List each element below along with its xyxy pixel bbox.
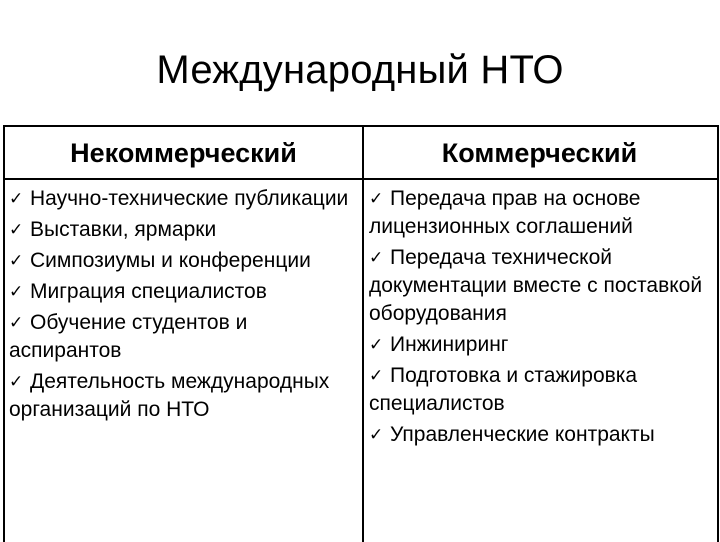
list-item (9, 278, 359, 306)
column-divider (362, 127, 364, 542)
list-item (9, 368, 359, 424)
checkmark-icon: ✓ (9, 189, 24, 209)
list-item (9, 185, 359, 213)
checkmark-icon: ✓ (369, 248, 384, 268)
checkmark-icon: ✓ (369, 366, 384, 386)
list-item-text: Инжиниринг (390, 333, 509, 356)
list-item (369, 244, 714, 328)
header-divider (5, 178, 717, 180)
checkmark-icon: ✓ (9, 220, 24, 240)
checkmark-icon: ✓ (369, 425, 384, 445)
noncommercial-list (9, 185, 359, 427)
list-item-text: Выставки, ярмарки (30, 218, 217, 241)
list-item-text: Миграция специалистов (30, 280, 267, 303)
checkmark-icon: ✓ (369, 335, 384, 355)
list-item (369, 421, 714, 449)
list-item-text: Передача технической документации вместе с поставкой оборудования (369, 246, 703, 325)
list-item-text: Научно-технические публикации (30, 187, 349, 210)
header-noncommercial: Некоммерческий (70, 138, 297, 168)
list-item-text: Симпозиумы и конференции (30, 249, 311, 272)
list-item (369, 331, 714, 359)
list-item-text: Деятельность международных организаций по НТО (9, 370, 330, 421)
list-item-text: Обучение студентов и аспирантов (9, 311, 248, 362)
list-item (369, 185, 714, 241)
comparison-table (3, 125, 719, 542)
list-item (369, 362, 714, 418)
list-item-text: Управленческие контракты (390, 423, 655, 446)
checkmark-icon: ✓ (369, 189, 384, 209)
list-item (9, 309, 359, 365)
commercial-list (369, 185, 714, 452)
checkmark-icon: ✓ (9, 251, 24, 271)
list-item (9, 216, 359, 244)
checkmark-icon: ✓ (9, 282, 24, 302)
slide-title: Международный НТО (156, 48, 564, 92)
list-item (9, 247, 359, 275)
checkmark-icon: ✓ (9, 372, 24, 392)
header-commercial: Коммерческий (441, 138, 638, 168)
list-item-text: Передача прав на основе лицензионных соглашений (369, 187, 641, 238)
list-item-text: Подготовка и стажировка специалистов (369, 364, 638, 415)
checkmark-icon: ✓ (9, 313, 24, 333)
